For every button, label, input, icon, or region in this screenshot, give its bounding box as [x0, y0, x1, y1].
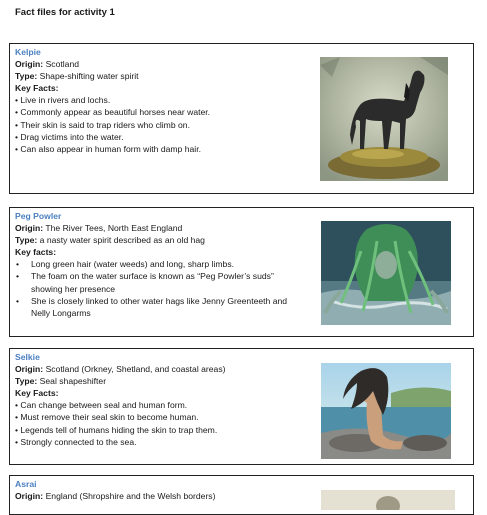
fact-item: • Can also appear in human form with damp hair.	[15, 143, 315, 155]
type-label: Type:	[15, 376, 38, 387]
origin-label: Origin:	[15, 223, 44, 234]
origin-value: England (Shropshire and the Welsh borders)	[45, 491, 216, 502]
page-title: Fact files for activity 1	[15, 7, 115, 18]
origin-value: The River Tees, North East England	[45, 223, 183, 234]
type-label: Type:	[15, 235, 38, 246]
fact-card-kelpie	[9, 43, 474, 194]
fact-card-asrai	[9, 475, 474, 515]
origin-value: Scotland	[45, 59, 80, 70]
origin-label: Origin:	[15, 491, 44, 502]
fact-item: • Long green hair (water weeds) and long, sharp limbs.	[15, 258, 305, 270]
key-facts-label: Key Facts:	[15, 388, 59, 399]
asrai-image	[321, 490, 455, 510]
creature-name: Selkie	[15, 352, 40, 362]
key-facts-label: Key Facts:	[15, 83, 59, 94]
origin-line	[15, 363, 315, 375]
fact-item: • The foam on the water surface is known as “Peg Powler’s suds” showing her presence	[15, 270, 305, 294]
peg-powler-image	[321, 221, 451, 325]
type-value: Seal shapeshifter	[39, 376, 107, 387]
fact-card-text	[15, 351, 315, 448]
fact-item: • Their skin is said to trap riders who climb on.	[15, 119, 315, 131]
fact-card-text	[15, 478, 315, 502]
fact-item: • She is closely linked to other water hags like Jenny Greenteeth and Nelly Longarms	[15, 295, 305, 319]
key-facts-label: Key facts:	[15, 247, 57, 258]
origin-label: Origin:	[15, 364, 44, 375]
selkie-image	[321, 363, 451, 459]
type-value: a nasty water spirit described as an old hag	[39, 235, 205, 246]
key-facts-list	[15, 94, 315, 154]
fact-item: • Commonly appear as beautiful horses near water.	[15, 106, 315, 118]
fact-card-text	[15, 46, 315, 155]
type-label: Type:	[15, 71, 38, 82]
fact-item: • Can change between seal and human form.	[15, 399, 315, 411]
type-line	[15, 70, 315, 82]
origin-line	[15, 58, 315, 70]
origin-line	[15, 490, 315, 502]
origin-label: Origin:	[15, 59, 44, 70]
origin-line	[15, 222, 315, 234]
type-line	[15, 234, 315, 246]
origin-value: Scotland (Orkney, Shetland, and coastal areas)	[45, 364, 226, 375]
key-facts-list	[15, 399, 315, 447]
fact-item: • Must remove their seal skin to become human.	[15, 411, 315, 423]
fact-item: • Legends tell of humans hiding the skin to trap them.	[15, 424, 315, 436]
type-line	[15, 375, 315, 387]
fact-item: • Live in rivers and lochs.	[15, 94, 315, 106]
fact-item: • Drag victims into the water.	[15, 131, 315, 143]
fact-card-selkie	[9, 348, 474, 465]
creature-name: Kelpie	[15, 47, 41, 57]
fact-card-text	[15, 210, 315, 319]
creature-name: Asrai	[15, 479, 37, 489]
fact-card-peg-powler	[9, 207, 474, 337]
fact-item: • Strongly connected to the sea.	[15, 436, 315, 448]
key-facts-list	[15, 258, 305, 318]
type-value: Shape-shifting water spirit	[39, 71, 139, 82]
creature-name: Peg Powler	[15, 211, 62, 221]
kelpie-image	[320, 57, 448, 181]
